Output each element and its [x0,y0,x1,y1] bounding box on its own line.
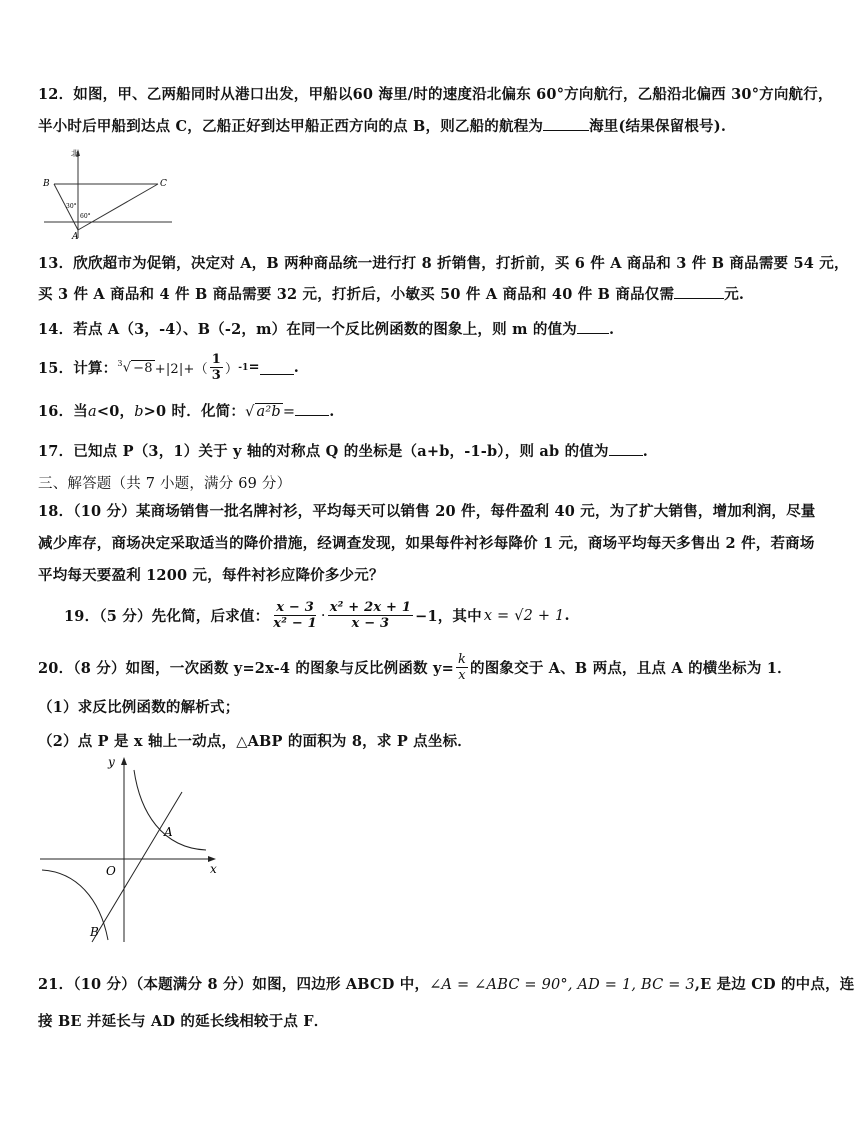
q20-frac-den: x [458,668,466,683]
north-label: 北 [71,149,79,158]
q17-answer-blank [609,441,643,457]
q16-equals: = [282,404,296,420]
q16-end: . [329,403,335,420]
x-axis-label: x [210,862,217,876]
q15-equals: = [248,360,260,375]
q20-line1 [38,652,792,683]
q15-end: . [293,359,299,376]
q15-plus-abs: +|2|+（ [154,362,208,377]
q15-suffix: ） [225,362,239,377]
q19-x-value: x = √2 + 1 [483,607,565,624]
q15-cube-root: $^3$√ −8 [117,359,153,376]
q15-answer-blank [260,360,294,376]
angle-30-label: 30° [66,203,77,210]
q19-frac2-den: x − 3 [351,616,390,631]
q19-frac1-den: x² − 1 [273,616,317,631]
q12-text-b: 海里(结果保留根号). [589,118,727,135]
q15-exponent: -1 [238,362,249,373]
q19 [64,600,570,631]
q16-cond-a-rel: <0， [96,403,135,420]
q13-answer-blank [674,284,724,300]
q19-prefix: 19．（5 分）先化简，后求值： [64,608,270,625]
q14-text-b: . [608,321,615,338]
q15-frac-num: 1 [211,352,222,367]
q20-sub1: （1）求反比例函数的解析式； [38,699,240,716]
q17-text-a: 17．已知点 P（3，1）关于 y 轴的对称点 Q 的坐标是（a+b，-1-b），则 ab 的值为 [38,443,609,460]
point-a-label: A [164,825,173,839]
q12-line2 [38,115,726,136]
q16-cond-b-rel: >0 时．化简： [143,403,246,420]
q12-text-a: 半小时后甲船到达点 C，乙船正好到达甲船正西方向的点 B，则乙船的航程为 [38,118,544,135]
q18-line2: 减少库存，商场决定采取适当的降价措施，经调查发现，如果每件衬衫每降价 1 元，商场平均每天多售出 2 件，若商场 [38,535,815,552]
point-c-label: C [160,179,167,189]
origin-label: O [106,864,116,878]
q15-frac-den: 3 [211,368,222,383]
q15 [38,352,299,383]
q20-fraction [456,652,468,683]
q15-fraction [210,352,223,383]
q13-text-a: 买 3 件 A 商品和 4 件 B 商品需要 32 元，打折后，小敏买 50 件 A 商品和 40 件 B 商品仅需 [38,286,675,303]
q19-fraction-1 [271,600,319,631]
q19-dot: · [320,607,326,624]
q21-text-a: 21．（10 分）（本题满分 8 分）如图，四边形 ABCD 中， [38,976,430,993]
q16-radicand: a²b [256,404,281,420]
q20-text-a: 20．（8 分）如图，一次函数 y=2x-4 的图象与反比例函数 y= [38,660,454,677]
q19-end: . [564,607,570,624]
point-a-label: A [72,232,79,242]
q13-text-b: 元. [724,286,745,303]
q19-frac1-num: x − 3 [276,600,314,615]
point-b-label: B [43,179,50,189]
q13-line1: 13．欣欣超市为促销，决定对 A，B 两种商品统一进行打 8 折销售，打折前，买 6 件 A 商品和 3 件 B 商品需要 54 元， [38,255,849,272]
y-axis-label: y [108,755,115,769]
segment-ac [78,184,158,230]
angle-60-label: 60° [80,213,91,220]
q17 [38,440,648,461]
q19-frac2-num: x² + 2x + 1 [329,600,412,615]
q20-figure [36,752,236,947]
q12-line1: 12．如图，甲、乙两船同时从港口出发，甲船以60 海里/时的速度沿北偏东 60°方向航行，乙船沿北偏西 30°方向航行， [38,86,833,103]
q15-radicand: −8 [133,360,153,376]
q18-line1: 18．（10 分）某商场销售一批名牌衬衫，平均每天可以销售 20 件，每件盈利 40 元，为了扩大销售，增加利润，尽量 [38,503,816,520]
q14 [38,318,614,339]
q19-fraction-2 [328,600,413,631]
q21-math: ∠A = ∠ABC = 90°, AD = 1, BC = 3 [429,977,695,993]
q13-line2 [38,283,744,304]
q16-answer-blank [295,401,329,417]
q20-text-b: 的图象交于 A、B 两点，且点 A 的横坐标为 1． [470,660,792,677]
q15-prefix: 15．计算： [38,360,118,377]
q19-minus-one: −1，其中 [415,608,482,625]
q20-frac-num: k [457,652,467,667]
q16-sqrt: √ a²b [245,404,281,420]
q18-line3: 平均每天要盈利 1200 元，每件衬衫应降价多少元？ [38,567,384,584]
q17-text-b: . [642,443,648,460]
q14-answer-blank [577,319,609,335]
q14-text-a: 14．若点 A（3，-4）、B（-2，m）在同一个反比例函数的图象上，则 m 的值为 [38,321,577,338]
point-b-label: B [90,925,99,939]
q21-text-b: ,E 是边 CD 的中点，连 [694,976,855,993]
section-title: 三、解答题（共 7 小题，满分 69 分） [38,476,292,492]
q21-line1 [38,973,855,994]
y-axis-arrow-icon [121,757,127,765]
q16-cond-b: b [134,404,144,420]
q16 [38,400,334,421]
q12-answer-blank [543,116,589,132]
q12-figure [36,146,176,242]
q20-sub2: （2）点 P 是 x 轴上一动点，△ABP 的面积为 8，求 P 点坐标． [38,733,472,750]
q15-root-index: 3 [117,359,123,369]
q16-cond-a: a [87,404,97,420]
q16-prefix: 16．当 [38,403,88,420]
q21-line2: 接 BE 并延长与 AD 的延长线相较于点 F． [38,1013,329,1030]
